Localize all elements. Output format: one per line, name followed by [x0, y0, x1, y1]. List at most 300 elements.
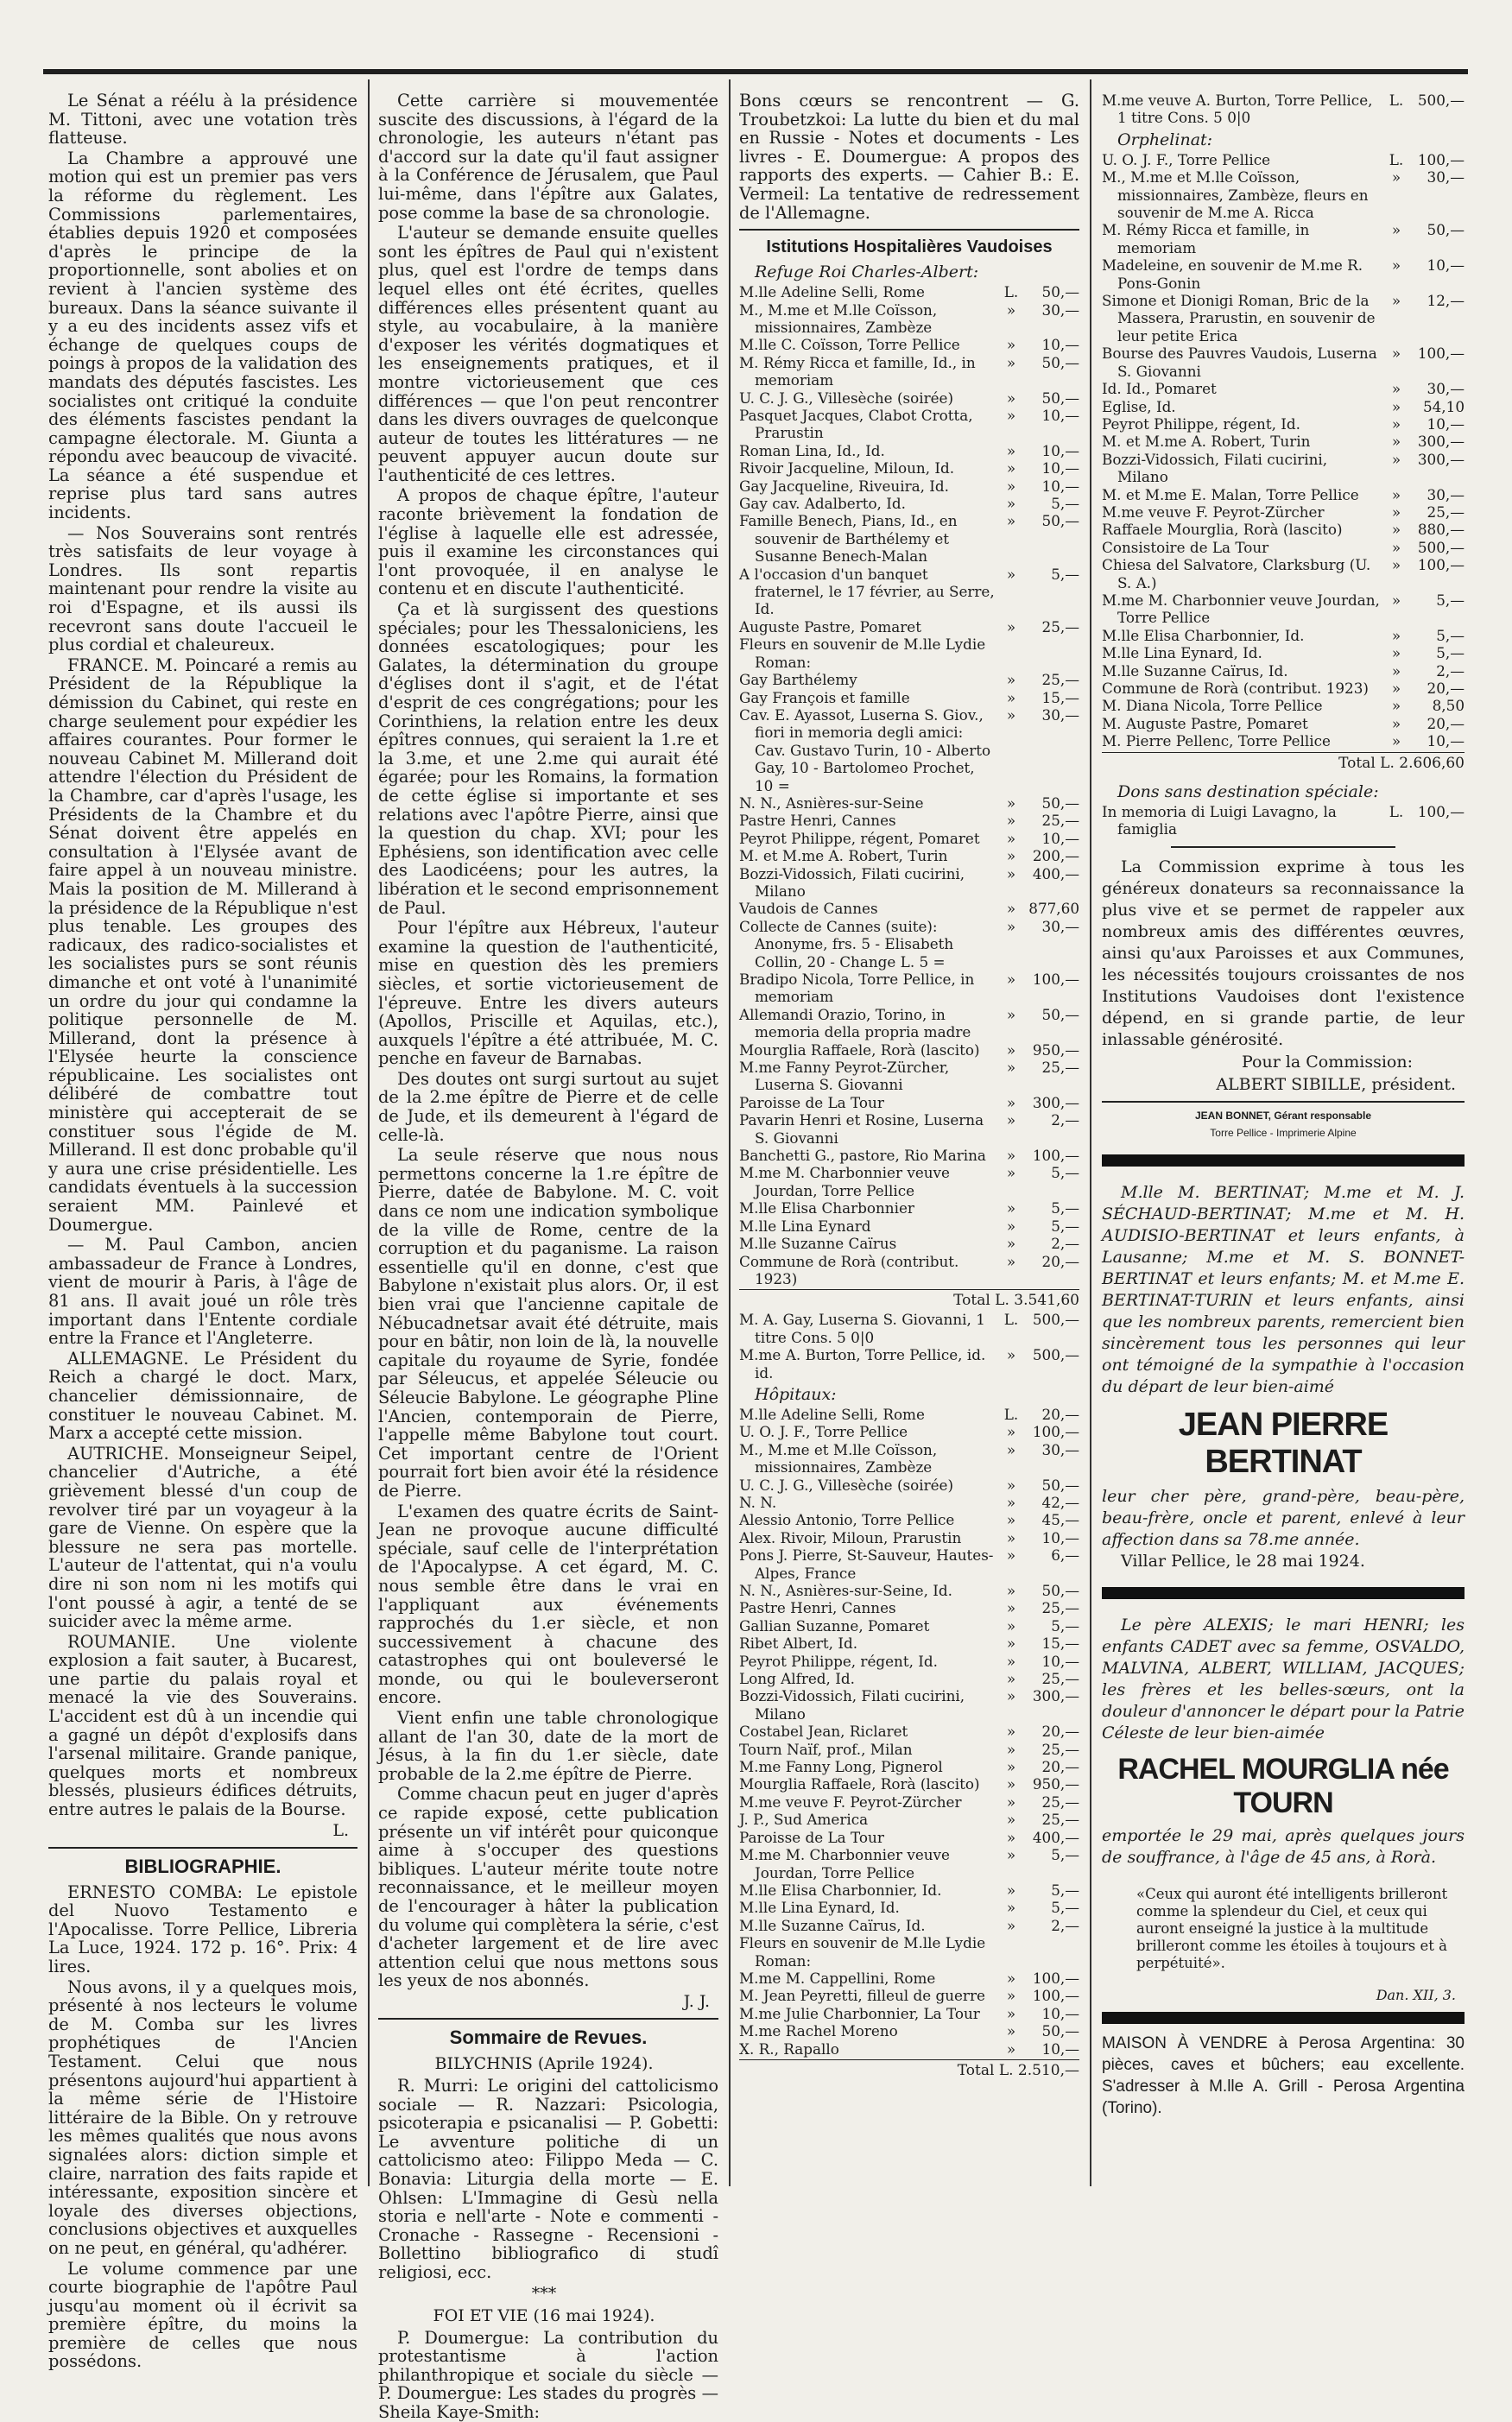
currency-mark: » [1006, 565, 1016, 583]
donor-name: M.me M. Charbonnier veuve Jourdan, Torre Pellice [739, 1164, 950, 1199]
donation-row [739, 1599, 1079, 1616]
currency-mark: » [1391, 485, 1401, 503]
mourglia-announcement: Le père ALEXIS; le mari HENRI; les enfants CADET avec sa femme, OSVALDO, MALVINA, ALBERT, WILLIAM, JACQUES; les frères et les belles-sœurs, ont la douleur d'annoncer le départ pour la Patrie Céleste de leur bien-aimée [1102, 1616, 1465, 1743]
amount: 30,— [1041, 1440, 1079, 1458]
currency-mark: » [1006, 829, 1016, 847]
amount: 25,— [1041, 1599, 1079, 1617]
currency-mark: » [1391, 345, 1401, 363]
donor-name: Alessio Antonio, Torre Pellice [739, 1511, 955, 1529]
currency-mark: » [1391, 450, 1401, 468]
currency-mark: » [1006, 971, 1016, 988]
currency-mark: » [1006, 1346, 1016, 1364]
amount: 100,— [1032, 1969, 1079, 1987]
donation-row [739, 1899, 1079, 1916]
donation-row [739, 1917, 1079, 1934]
amount: 25,— [1041, 617, 1079, 636]
foi-et-vie-contents: P. Doumergue: La contribution du protestantisme à l'action philanthropique et sociale du siècle — P. Doumergue: Les stades du progrès — Sheila Kaye-Smith: [378, 2327, 718, 2422]
donation-row [739, 1041, 1079, 1059]
currency-mark: » [1006, 2004, 1016, 2022]
donor-name: Bozzi-Vidossich, Filati cucirini, Milano [1102, 450, 1328, 486]
donor-name: M.lle Adeline Selli, Rome [739, 1405, 925, 1423]
scripture-quote: «Ceux qui auront été intelligents brilleront comme la splendeur du Ciel, et ceux qui auront enseigné la justice à la multitude brilleront comme les étoiles à toujours et à perpétuité». [1136, 1886, 1448, 1972]
donation-row [739, 1346, 1079, 1382]
donation-row [739, 389, 1079, 407]
amount: 500,— [1032, 1346, 1079, 1364]
amount: 50,— [1041, 2022, 1079, 2040]
paragraph: Nous avons, il y a quelques mois, présenté à nos lecteurs le volume de M. Comba sur les livres prophétiques de l'Ancien Testament. Celui que nous présentons aujourd'hui appartient à la même série de l'Histoire littéraire de la Bible. On y retrouve les mêmes qualités que nous avons signalées alors: diction simple et claire, narration des faits rapide et intéressante, exposition sincère et loyale des diverses objections, conclusions objectives et auxquelles on ne peut, en général, qu'adhérer. [48, 1976, 357, 2258]
donor-name: M. Diana Nicola, Torre Pellice [1102, 697, 1323, 715]
donation-row [739, 2022, 1079, 2039]
donor-name: M.lle Elisa Charbonnier [739, 1199, 914, 1217]
currency-mark: » [1391, 556, 1401, 574]
donation-row [739, 971, 1079, 1006]
hopitaux-donations-list [739, 1406, 1079, 2058]
amount: 880,— [1417, 521, 1465, 539]
donor-name: M. Auguste Pastre, Pomaret [1102, 714, 1308, 732]
donor-name: Alex. Rivoir, Miloun, Prarustin [739, 1528, 962, 1546]
currency-mark: » [1391, 168, 1401, 187]
paragraph: Pour l'épître aux Hébreux, l'auteur examine la question de l'authenticité, mise en question dès les premiers siècles, et sortie victorieusement de l'épreuve. Entre les divers auteurs (Apollos, Priscille et Aquilas, etc.), auxquels l'épître a été attribuée, M. C. penche en faveur de Barnabas. [378, 918, 718, 1069]
amount: 50,— [1041, 512, 1079, 530]
donor-name: N. N., Asnières-sur-Seine [739, 794, 924, 812]
paragraph: L'auteur se demande ensuite quelles sont les épîtres de Paul qui n'existent plus, quel est l'ordre de temps dans lequel elles ont été écrites, quelles différences elles présentent quant au style, au vocabulaire, à la manière d'exposer les vérités dogmatiques et les enseignements pratiques, et il montre victorieusement que ces différences — que l'on peut rencontrer dans les divers ouvrages de quelconque auteur de toutes les littératures — ne peuvent appuyer aucun doute sur l'authenticité de ces lettres. [378, 223, 718, 485]
currency-mark: » [1006, 1652, 1016, 1670]
currency-mark: L. [1003, 283, 1019, 301]
amount: 50,— [1041, 1582, 1079, 1599]
imprimerie-line: Torre Pellice - Imprimerie Alpine [1210, 1127, 1357, 1140]
donation-row [739, 1687, 1079, 1723]
institutions-heading: Istitutions Hospitalières Vaudoises [766, 237, 1053, 257]
currency-mark: » [1006, 1493, 1016, 1511]
amount: 30,— [1427, 485, 1465, 503]
donor-name: Auguste Pastre, Pomaret [739, 617, 921, 636]
donation-row [1102, 486, 1465, 503]
amount: 10,— [1427, 732, 1465, 750]
donor-name: Bradipo Nicola, Torre Pellice, in memoriam [739, 971, 975, 1006]
amount: 2,— [1051, 1235, 1079, 1253]
donation-row [739, 847, 1079, 864]
currency-mark: » [1006, 1423, 1016, 1441]
maison-a-vendre-ad: MAISON À VENDRE à Perosa Argentina: 30 pièces, caves et bûchers; eau excellente. S'adresser à M.lle A. Grill - Perosa Argentina (Torino). [1102, 2033, 1465, 2117]
currency-mark: » [1006, 1740, 1016, 1758]
currency-mark: » [1006, 917, 1016, 935]
donor-name: Peyrot Philippe, régent, Pomaret [739, 829, 980, 847]
currency-mark: » [1006, 1599, 1016, 1617]
amount: 50,— [1041, 353, 1079, 371]
currency-mark: » [1391, 626, 1401, 644]
donor-name: Gay Jacqueline, Riveuira, Id. [739, 477, 949, 495]
amount: 45,— [1041, 1511, 1079, 1529]
donor-name: Eglise, Id. [1102, 397, 1176, 415]
orphelinat-donations-list [1102, 151, 1465, 750]
paragraph: AUTRICHE. Monseigneur Seipel, chancelier d'Autriche, a été grièvement blessé d'un coup de revolver tiré par un voyageur à la gare de Vienne. On espère que la blessure ne sera pas mortelle. L'auteur de l'attentat, qui n'a voulu dire ni son nom ni les motifs qui l'ont poussé à agir, a tenté de se suicider avec la même arme. [48, 1443, 357, 1632]
donor-name: Collecte de Cannes (suite): Anonyme, frs. 5 - Elisabeth Collin, 20 - Change L. 5 = [739, 917, 954, 971]
donation-row [1102, 644, 1465, 661]
currency-mark: » [1391, 380, 1401, 398]
currency-mark: » [1006, 389, 1016, 407]
donor-name: Pasquet Jacques, Clabot Crotta, Prarustin [739, 407, 973, 442]
donor-name: Costabel Jean, Riclaret [739, 1723, 908, 1741]
currency-mark: » [1006, 1546, 1016, 1565]
donation-row [739, 1199, 1079, 1217]
donor-name: In memoria di Luigi Lavagno, la famiglia [1102, 802, 1337, 838]
amount: 10,— [1041, 2004, 1079, 2022]
currency-mark: » [1006, 353, 1016, 371]
currency-mark: » [1006, 1528, 1016, 1546]
column-2 [378, 91, 718, 2422]
donor-name: Chiesa del Salvatore, Clarksburg (U. S. A.) [1102, 556, 1371, 591]
donor-name: M. et M.me A. Robert, Turin [739, 847, 948, 865]
donation-row [739, 1094, 1079, 1111]
currency-mark: » [1006, 1811, 1016, 1829]
currency-mark: » [1391, 221, 1401, 239]
donor-name: M., M.me et M.lle Coïsson, missionnaires, Zambèze, fleurs en souvenir de M.me A. Ricca [1102, 168, 1369, 222]
donor-name: Mourglia Raffaele, Rorà (lascito) [739, 1040, 980, 1059]
donor-name: M.lle Lina Eynard [739, 1217, 871, 1235]
donor-name: J. P., Sud America [739, 1811, 869, 1829]
paragraph: FRANCE. M. Poincaré a remis au Président de la République la démission du Cabinet, qui reste en charge seulement pour expédier les affaires courantes. Pour former le nouveau Cabinet M. Millerand doit attendre l'élection du Président de la Chambre, car d'après l'usage, les Présidents de la Chambre et du Sénat doivent être appelés en consultation à l'Elysée avant de faire appel à un nouveau ministre. Mais la position de M. Millerand à la présidence de la République n'est plus tenable. Les groupes des radicaux, des radico-socialistes et les socialistes purs se sont réunis dimanche et ont voté à l'unanimité un ordre du jour qui condamne la politique personnelle de M. Millerand, dont la présence à l'Elysée heurte la conscience républicaine. Les socialistes ont délibéré de combattre tout ministère qui accepterait de se constituer sous l'égide de M. Millerand. Il est donc probable qu'il y aura une crise présidentielle. Les candidats éventuels à la succession seraient MM. Painlevé et Doumergue. [48, 655, 357, 1235]
amount: 42,— [1041, 1493, 1079, 1511]
amount: 100,— [1417, 556, 1465, 574]
donation-row [739, 1987, 1079, 2004]
donor-name: M.lle C. Coïsson, Torre Pellice [739, 336, 960, 354]
donor-name: N. N., Asnières-sur-Seine, Id. [739, 1582, 952, 1599]
donation-row [739, 1970, 1079, 1987]
news-signature: L. [332, 1820, 349, 1840]
amount: 10,— [1041, 441, 1079, 459]
donation-row [739, 1164, 1079, 1199]
amount: 5,— [1051, 1199, 1079, 1217]
currency-mark: » [1391, 433, 1401, 451]
donation-row [1102, 292, 1465, 345]
donation-row [739, 1617, 1079, 1635]
donation-row [739, 865, 1079, 901]
bilychnis-title: BILYCHNIS (Aprile 1924). [434, 2053, 654, 2073]
currency-mark: » [1006, 2022, 1016, 2040]
amount: 10,— [1041, 407, 1079, 424]
donor-name: U. C. J. G., Villesèche (soirée) [739, 1476, 954, 1494]
donor-name: M.lle Elisa Charbonnier, Id. [739, 1881, 942, 1899]
currency-mark: » [1006, 1775, 1016, 1793]
currency-mark [996, 636, 1026, 671]
donor-name: M.me Julie Charbonnier, La Tour [739, 2004, 980, 2022]
amount: 5,— [1051, 1846, 1079, 1864]
currency-mark: » [1006, 1217, 1016, 1235]
amount: 100,— [1032, 971, 1079, 988]
currency-mark: » [1391, 697, 1401, 715]
donor-name: M. Jean Peyretti, filleul de guerre [739, 1987, 985, 2005]
donor-name: M. Rémy Ricca et famille, Id., in memoriam [739, 353, 976, 389]
paragraph: — M. Paul Cambon, ancien ambassadeur de France à Londres, vient de mourir à Paris, à l'âge de 81 ans. Il avait joué un rôle très important dans l'Entente cordiale entre la France et l'Angleterre. [48, 1235, 357, 1349]
donation-row [739, 1934, 1079, 1970]
mourglia-details: emportée le 29 mai, après quelques jours de souffrance, à l'âge de 45 ans, à Rorà. [1102, 1826, 1465, 1868]
amount: 50,— [1041, 1476, 1079, 1494]
foi-et-vie-title: FOI ET VIE (16 mai 1924). [433, 2305, 655, 2325]
donation-row [739, 1723, 1079, 1740]
amount: 20,— [1427, 680, 1465, 697]
donation-row [739, 1217, 1079, 1235]
column-1 [48, 91, 357, 2372]
donor-name: M. et M.me E. Malan, Torre Pellice [1102, 485, 1359, 503]
donor-name: Pastre Henri, Cannes [739, 1599, 896, 1617]
donation-row [739, 1829, 1079, 1846]
currency-mark: » [1006, 1723, 1016, 1741]
currency-mark: » [1006, 1881, 1016, 1899]
donor-name: M.me veuve F. Peyrot-Zürcher [739, 1793, 962, 1811]
currency-mark: » [1391, 256, 1401, 275]
currency-mark: » [1006, 705, 1016, 724]
currency-mark: » [1006, 1969, 1016, 1987]
donation-row [739, 1111, 1079, 1147]
currency-mark: » [1006, 336, 1016, 354]
donor-name: M.lle Adeline Selli, Rome [739, 283, 925, 301]
donor-name: Peyrot Philippe, régent, Id. [1102, 414, 1300, 433]
currency-mark: » [1006, 1059, 1016, 1077]
commission-signature: ALBERT SIBILLE, président. [1216, 1075, 1456, 1095]
donation-row [739, 1670, 1079, 1687]
donor-name: Peyrot Philippe, régent, Id. [739, 1652, 938, 1670]
amount: 500,— [1417, 92, 1465, 109]
amount: 25,— [1041, 1059, 1079, 1077]
amount: 100,— [1032, 1987, 1079, 2005]
amount: 25,— [1041, 1670, 1079, 1688]
donation-row [1102, 521, 1465, 538]
currency-mark: » [1006, 1199, 1016, 1217]
donation-row [739, 1546, 1079, 1582]
donation-row [739, 1494, 1079, 1511]
commission-message: La Commission exprime à tous les généreux donateurs sa reconnaissance la plus vive et se permet de rappeler aux nombreux amis des différentes œuvres, ainsi qu'aux Paroisses et aux Communes, les nécessités toujours croissantes de nos Institutions Vaudoises dont l'existence dépend, en si grande partie, de leur inlassable générosité. [1102, 857, 1465, 1050]
donor-name: N. N. [739, 1493, 777, 1511]
currency-mark: » [1006, 1093, 1016, 1111]
amount: 30,— [1427, 380, 1465, 398]
amount: 5,— [1051, 1217, 1079, 1235]
currency-mark: » [1006, 407, 1016, 424]
donation-row [739, 566, 1079, 618]
amount: 50,— [1041, 283, 1079, 301]
donation-row [739, 301, 1079, 337]
donation-row [739, 1529, 1079, 1546]
currency-mark: » [1391, 538, 1401, 556]
paragraph: L'examen des quatre écrits de Saint-Jean ne provoque aucune difficulté spéciale, sauf celle de l'interprétation de l'Apocalypse. A cet égard, M. C. nous semble être dans le vrai en l'appliquant aux événements rapprochés du 1.er siècle, et non successivement à chacune des catastrophes qui ont bouleversé le monde, ou qui le bouleverseront encore. [378, 1501, 718, 1708]
amount: 5,— [1436, 644, 1465, 662]
donor-name: M.me Rachel Moreno [739, 2022, 898, 2040]
sommaire-heading: Sommaire de Revues. [449, 2026, 648, 2048]
amount: 25,— [1041, 671, 1079, 689]
bertinat-details: leur cher père, grand-père, beau-père, beau-frère, oncle et parent, enlevé à leur affection dans sa 78.me année. [1102, 1487, 1465, 1550]
donor-name: M.lle Lina Eynard, Id. [1102, 644, 1262, 662]
currency-mark: » [1006, 1899, 1016, 1917]
donation-row [739, 1846, 1079, 1881]
donation-row [1102, 732, 1465, 749]
currency-mark: » [1006, 1916, 1016, 1934]
donor-name: Fleurs en souvenir de M.lle Lydie Roman: [739, 636, 986, 671]
column-rule [1090, 79, 1091, 2186]
currency-mark: » [1006, 1147, 1016, 1165]
donor-name: Roman Lina, Id., Id. [739, 441, 885, 459]
bertinat-place-date: Villar Pellice, le 28 mai 1924. [1121, 1552, 1365, 1571]
paragraph: Vient enfin une table chronologique allant de l'an 30, date de la mort de Jésus, à la fin du 1.er siècle, date probable de la 2.me épître de Pierre. [378, 1708, 718, 1784]
amount: 30,— [1041, 300, 1079, 319]
currency-mark: » [1391, 680, 1401, 697]
amount: 300,— [1032, 1687, 1079, 1705]
donation-row [1102, 539, 1465, 556]
dons-list [1102, 803, 1465, 838]
donation-row [739, 336, 1079, 353]
currency-mark: » [1006, 812, 1016, 830]
currency-mark: » [1006, 900, 1016, 918]
donation-row [739, 900, 1079, 917]
donor-name: M., M.me et M.lle Coïsson, missionnaires, Zambèze [739, 1440, 938, 1477]
amount: 10,— [1041, 1528, 1079, 1546]
bibliographie-heading: BIBLIOGRAPHIE. [124, 1855, 282, 1877]
donation-row [1102, 697, 1465, 714]
amount: 950,— [1032, 1040, 1079, 1059]
donation-row [739, 459, 1079, 477]
currency-mark: » [1006, 459, 1016, 477]
gerant-line: JEAN BONNET, Gérant responsable [1194, 1110, 1372, 1122]
donor-name: M.me Fanny Peyrot-Zürcher, Luserna S. Giovanni [739, 1059, 950, 1094]
donation-row [739, 2040, 1079, 2058]
scripture-reference: Dan. XII, 3. [1376, 1986, 1456, 2003]
amount: 20,— [1041, 1405, 1079, 1423]
mourning-band [1102, 2012, 1465, 2024]
currency-mark: » [1006, 1846, 1016, 1864]
currency-mark: » [1006, 1476, 1016, 1494]
donor-name: M.me Fanny Long, Pignerol [739, 1758, 943, 1776]
donation-row [1102, 627, 1465, 644]
donation-row [739, 1653, 1079, 1670]
donation-row [1102, 380, 1465, 397]
hopitaux-total: Total L. 2.510,— [739, 2059, 1079, 2081]
currency-mark: » [1006, 617, 1016, 636]
donor-name: Tourn Naïf, prof., Milan [739, 1740, 913, 1758]
refuge-total: Total L. 3.541,60 [739, 1289, 1079, 1311]
donor-name: Commune de Rorà (contribut. 1923) [1102, 680, 1369, 697]
donation-row [739, 512, 1079, 565]
amount: 30,— [1427, 168, 1465, 187]
currency-mark: » [1391, 414, 1401, 433]
currency-mark: » [1006, 300, 1016, 319]
donation-row [739, 1775, 1079, 1793]
donation-row [739, 918, 1079, 971]
currency-mark: » [1391, 503, 1401, 521]
donor-name: Paroisse de La Tour [739, 1828, 884, 1846]
amount: 10,— [1041, 829, 1079, 847]
currency-mark: » [1391, 732, 1401, 750]
amount: 50,— [1427, 221, 1465, 239]
currency-mark: » [1006, 1040, 1016, 1059]
amount: 20,— [1041, 1723, 1079, 1741]
paragraph: Comme chacun peut en juger d'après ce rapide exposé, cette publication présente un vif intérêt pour quiconque aime à s'occuper des questions bibliques. L'auteur mérite toute notre reconnaissance, et le meilleur moyen de l'encourager à hâter la publication du volume qui complètera la série, c'est d'acheter largement et de lire avec attention celui que nous mettons sous les yeux de nos abonnés. [378, 1784, 718, 1991]
donation-row [739, 671, 1079, 688]
paragraph: ALLEMAGNE. Le Président du Reich a chargé le doct. Marx, chancelier démissionnaire, de constituer le nouveau Cabinet. M. Marx a accepté cette mission. [48, 1348, 357, 1444]
dons-subheading: Dons sans destination spéciale: [1117, 781, 1379, 801]
donor-name: Pastre Henri, Cannes [739, 812, 896, 830]
column-rule [368, 79, 370, 2186]
amount: 54,10 [1422, 397, 1465, 415]
paragraph: Cette carrière si mouvementée suscite des discussions, à l'égard de la chronologie, les auteurs n'étant pas d'accord sur la date qu'il faut assigner à la Conférence de Jérusalem, que Paul lui-même, dans l'épître aux Galates, pose comme la base de sa chronologie. [378, 91, 718, 223]
titres-list [1102, 92, 1465, 127]
donor-name: M.me A. Burton, Torre Pellice, id. id. [739, 1346, 986, 1382]
currency-mark: » [1391, 292, 1401, 310]
currency-mark: L. [1003, 1405, 1019, 1423]
paragraph: La seule réserve que nous nous permettons concerne la 1.re épître de Pierre, datée de Babylone. M. C. voit dans ce nom une indication symbolique de la ville de Rome, centre de la corruption et du paganisme. La raison essentielle qu'il en donne, c'est que Babylone n'existait plus alors. Or, il est bien vrai que l'ancienne capitale de Nébucadnetsar avait été détruite, mais pour en bâtir, non loin de là, la nouvelle capitale du royaume de Syrie, fondée par Séleucus, et appelée Séleucie ou Séleucie Babylone. Le géographe Pline l'Ancien, contemporain de Pierre, l'appelle même Babylone tout court. Cet important centre de l'Orient pourrait fort bien avoir été la résidence de Pierre. [378, 1145, 718, 1501]
amount [1026, 1934, 1079, 1970]
top-rule [43, 69, 1468, 74]
stars-divider: *** [531, 2283, 557, 2303]
currency-mark: » [1006, 794, 1016, 812]
donor-name: Commune de Rorà (contribut. 1923) [739, 1252, 959, 1287]
donor-name: M.lle Suzanne Caïrus, Id. [1102, 661, 1288, 680]
paragraph: Des doutes ont surgi surtout au sujet de la 2.me épître de Pierre et de celle de Jude, et ils demeurent à l'égard de celle-là. [378, 1068, 718, 1145]
amount: 500,— [1032, 1311, 1079, 1329]
donation-row [739, 1758, 1079, 1775]
bertinat-name: JEAN PIERRE BERTINAT [1178, 1407, 1389, 1481]
donor-name: Allemandi Orazio, Torino, in memoria della propria madre [739, 1005, 971, 1041]
donation-row [1102, 680, 1465, 697]
donor-name: Cav. E. Ayassot, Luserna S. Giov., fiori in memoria degli amici: Cav. Gustavo Turin, 10 - Alberto Gay, 10 - Bartolomeo Prochet, 10 = [739, 705, 991, 794]
amount: 25,— [1427, 503, 1465, 521]
refuge-donations-list [739, 283, 1079, 1287]
donation-row [739, 354, 1079, 389]
amount: 15,— [1041, 688, 1079, 706]
mourning-band [1102, 1587, 1465, 1599]
currency-mark: » [1006, 847, 1016, 865]
bertinat-announcement: M.lle M. BERTINAT; M.me et M. J. SÉCHAUD-BERTINAT; M.me et M. H. AUDISIO-BERTINAT et leurs enfants, à Lausanne; M.me et M. S. BONNET-BERTINAT et leurs enfants; M. et M.me E. BERTINAT-TURIN et leurs enfants, ainsi que les nombreux parents, remercient bien sincèrement tous les personnes qui leur ont témoigné de la sympathie à l'occasion du départ de leur bien-aimé [1102, 1183, 1465, 1397]
orphelinat-total: Total L. 2.606,60 [1102, 752, 1465, 774]
currency-mark: » [1006, 1635, 1016, 1653]
amount: 50,— [1041, 794, 1079, 812]
donation-row [739, 618, 1079, 636]
separator [1171, 846, 1395, 848]
refuge-subheading: Refuge Roi Charles-Albert: [755, 262, 979, 282]
donor-name: Bozzi-Vidossich, Filati cucirini, Milano [739, 1687, 965, 1723]
donation-row [739, 1511, 1079, 1528]
paragraph: A propos de chaque épître, l'auteur raconte brièvement la fondation de l'église à laquelle elle est adressée, puis il examine les circonstances qui l'ont provoquée, il en analyse le contenu et en discute l'authenticité. [378, 485, 718, 599]
currency-mark: » [1006, 1687, 1016, 1705]
donor-name: U. O. J. F., Torre Pellice [739, 1423, 908, 1441]
currency-mark: » [1391, 591, 1401, 609]
donation-row [1102, 591, 1465, 627]
donor-name: Mourglia Raffaele, Rorà (lascito) [739, 1775, 980, 1793]
donation-row [739, 1811, 1079, 1828]
amount [1026, 636, 1079, 671]
amount: 5,— [1051, 1616, 1079, 1635]
donor-name: Bozzi-Vidossich, Filati cucirini, Milano [739, 864, 965, 900]
amount: 400,— [1032, 864, 1079, 882]
donation-row [1102, 345, 1465, 380]
donor-name: M. et M.me A. Robert, Turin [1102, 433, 1311, 451]
currency-mark: » [1006, 512, 1016, 530]
separator [739, 229, 1079, 231]
donation-row [739, 283, 1079, 300]
donation-row [1102, 662, 1465, 680]
donation-row [1102, 451, 1465, 486]
amount: 10,— [1427, 256, 1465, 275]
amount: 5,— [1051, 1899, 1079, 1917]
donation-row [739, 442, 1079, 459]
column-3 [739, 92, 1079, 2172]
donation-row [739, 477, 1079, 495]
amount: 100,— [1032, 1147, 1079, 1165]
currency-mark: » [1006, 441, 1016, 459]
donation-row [739, 1582, 1079, 1599]
currency-mark: L. [1003, 1311, 1019, 1329]
donor-name: M.me veuve F. Peyrot-Zürcher [1102, 503, 1325, 521]
donor-name: Raffaele Mourglia, Rorà (lascito) [1102, 521, 1343, 539]
donation-row [739, 2005, 1079, 2022]
donation-row [739, 495, 1079, 512]
